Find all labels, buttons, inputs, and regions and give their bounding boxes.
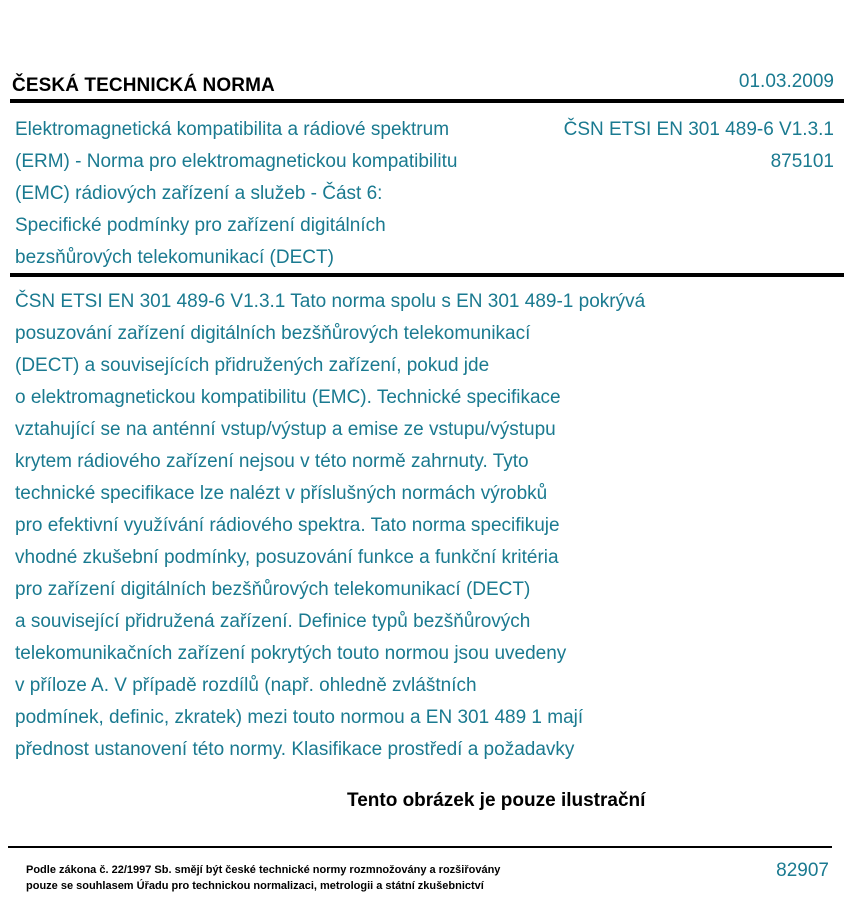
abstract-line: technické specifikace lze nalézt v příslušných normách výrobků [15, 483, 548, 504]
abstract-line: krytem rádiového zařízení nejsou v této normě zahrnuty. Tyto [15, 451, 529, 472]
footer-divider [8, 846, 832, 848]
header-divider [10, 99, 844, 103]
abstract-text [15, 286, 645, 766]
subject-divider [10, 273, 844, 277]
abstract-line: o elektromagnetickou kompatibilitu (EMC). Technické specifikace [15, 387, 561, 408]
abstract-line: ČSN ETSI EN 301 489-6 V1.3.1 Tato norma spolu s EN 301 489-1 pokrývá [15, 291, 646, 312]
classification-code: 875101 [770, 151, 834, 172]
standard-identifier [564, 114, 834, 178]
illustration-notice: Tento obrázek je pouze ilustrační [347, 790, 646, 811]
subject-line: (EMC) rádiových zařízení a služeb - Část 6: [15, 183, 383, 204]
abstract-line: pro efektivní využívání rádiového spektra. Tato norma specifikuje [15, 515, 560, 536]
subject-line: Specifické podmínky pro zařízení digitálních [15, 215, 386, 236]
legal-notice [26, 862, 500, 894]
abstract-line: pro zařízení digitálních bezšňůrových telekomunikací (DECT) [15, 579, 531, 600]
abstract-line: posuzování zařízení digitálních bezšňůrových telekomunikací [15, 323, 531, 344]
abstract-line: a související přidružená zařízení. Definice typů bezšňůrových [15, 611, 531, 632]
abstract-line: v příloze A. V případě rozdílů (např. ohledně zvláštních [15, 675, 477, 696]
legal-line: pouze se souhlasem Úřadu pro technickou normalizaci, metrologii a státní zkušebnictví [26, 880, 484, 892]
subject-line: Elektromagnetická kompatibilita a rádiové spektrum [15, 119, 450, 140]
standard-subject [15, 114, 520, 274]
subject-line: bezsňůrových telekomunikací (DECT) [15, 247, 334, 268]
legal-line: Podle zákona č. 22/1997 Sb. smějí být české technické normy rozmnožovány a rozšiřovány [26, 864, 501, 876]
abstract-line: vhodné zkušební podmínky, posuzování funkce a funkční kritéria [15, 547, 559, 568]
catalog-number: 82907 [776, 860, 829, 881]
abstract-line: vztahující se na anténní vstup/výstup a emise ze vstupu/výstupu [15, 419, 556, 440]
standard-designation: ČSN ETSI EN 301 489-6 V1.3.1 [563, 119, 834, 140]
subject-line: (ERM) - Norma pro elektromagnetickou kompatibilitu [15, 151, 458, 172]
abstract-line: přednost ustanovení této normy. Klasifikace prostředí a požadavky [15, 739, 575, 760]
abstract-line: (DECT) a souvisejících přidružených zařízení, pokud jde [15, 355, 490, 376]
publication-date: 01.03.2009 [738, 71, 834, 92]
document-type-title: ČESKÁ TECHNICKÁ NORMA [12, 75, 275, 96]
abstract-line: podmínek, definic, zkratek) mezi touto normou a EN 301 489 1 mají [15, 707, 584, 728]
abstract-line: telekomunikačních zařízení pokrytých touto normou jsou uvedeny [15, 643, 567, 664]
